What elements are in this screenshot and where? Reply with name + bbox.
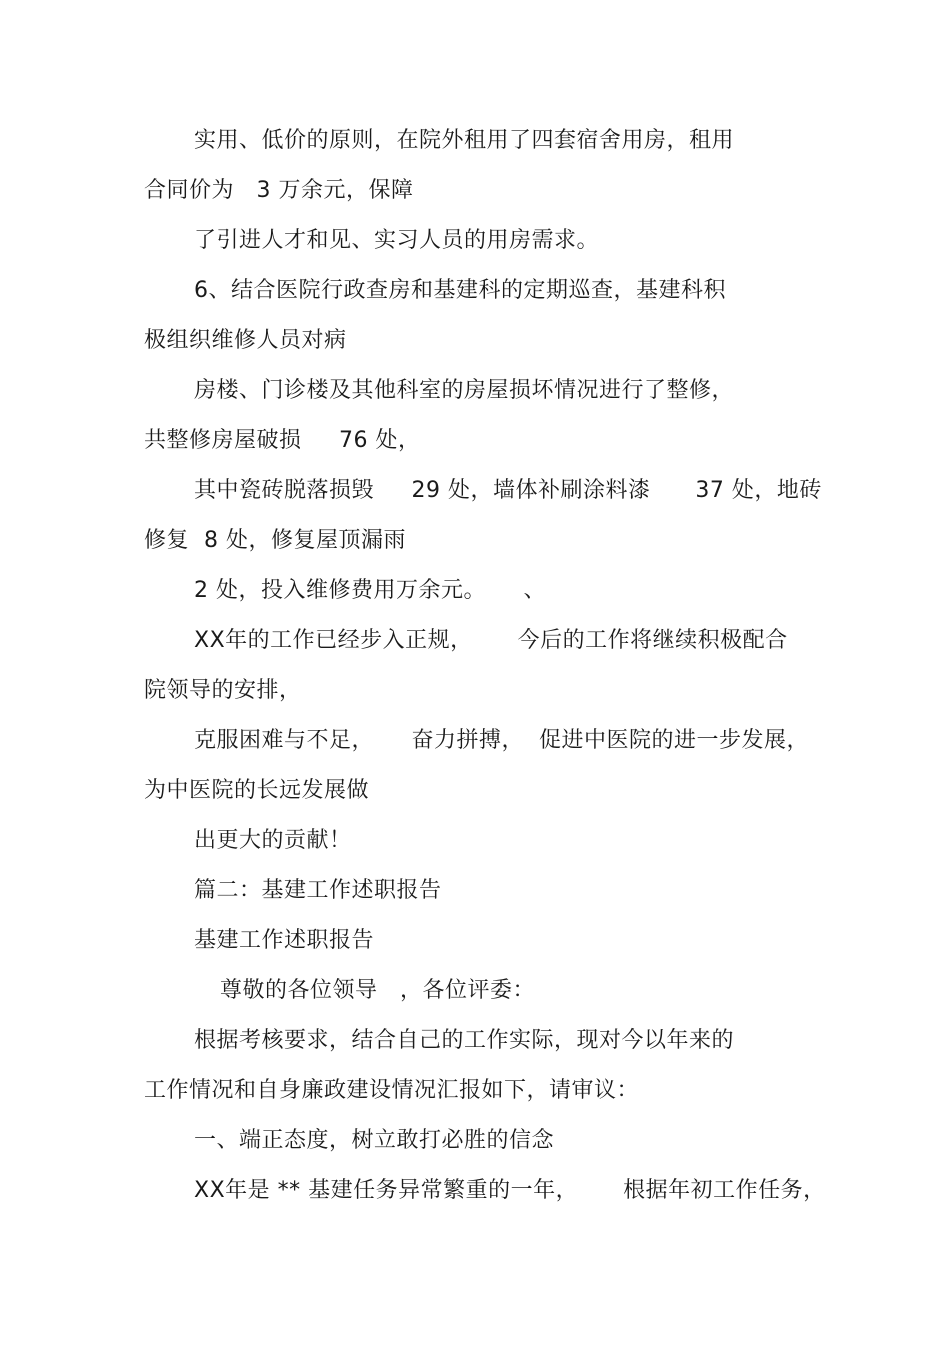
paragraph-line-9: 修复 8 处，修复屋顶漏雨	[144, 528, 406, 553]
paragraph-line-13: 克服困难与不足， 奋力拼搏， 促进中医院的进一步发展，	[194, 728, 809, 753]
paragraph-line-8: 其中瓷砖脱落损毁 29 处，墙体补刷涂料漆 37 处，地砖	[194, 478, 822, 503]
paragraph-line-5: 极组织维修人员对病	[144, 328, 347, 353]
report-title: 基建工作述职报告	[194, 928, 375, 953]
paragraph-line-10: 2 处，投入维修费用万余元。 、	[194, 578, 546, 603]
paragraph-line-12: 院领导的安排，	[144, 678, 302, 703]
paragraph-line-11: XX年的工作已经步入正规， 今后的工作将继续积极配合	[194, 628, 788, 653]
subsection-heading: 一、端正态度，树立敢打必胜的信念	[194, 1128, 555, 1153]
paragraph-line-1: 实用、低价的原则，在院外租用了四套宿舍用房，租用	[194, 128, 735, 153]
paragraph-line-2: 合同价为 3 万余元，保障	[144, 178, 414, 203]
paragraph-line-14: 为中医院的长远发展做	[144, 778, 370, 803]
paragraph-line-7: 共整修房屋破损 76 处，	[144, 428, 421, 453]
paragraph-line-22: XX年是 ** 基建任务异常繁重的一年， 根据年初工作任务，	[194, 1178, 826, 1203]
section-heading: 篇二：基建工作述职报告	[194, 878, 442, 903]
paragraph-line-3: 了引进人才和见、实习人员的用房需求。	[194, 228, 600, 253]
salutation: 尊敬的各位领导 ，各位评委：	[220, 978, 535, 1003]
paragraph-line-4: 6、结合医院行政查房和基建科的定期巡查，基建科积	[194, 278, 726, 303]
paragraph-line-6: 房楼、门诊楼及其他科室的房屋损坏情况进行了整修，	[194, 378, 735, 403]
paragraph-line-15: 出更大的贡献！	[194, 828, 352, 853]
paragraph-line-19: 根据考核要求，结合自己的工作实际，现对今以年来的	[194, 1028, 735, 1053]
paragraph-line-20: 工作情况和自身廉政建设情况汇报如下，请审议：	[144, 1078, 640, 1103]
